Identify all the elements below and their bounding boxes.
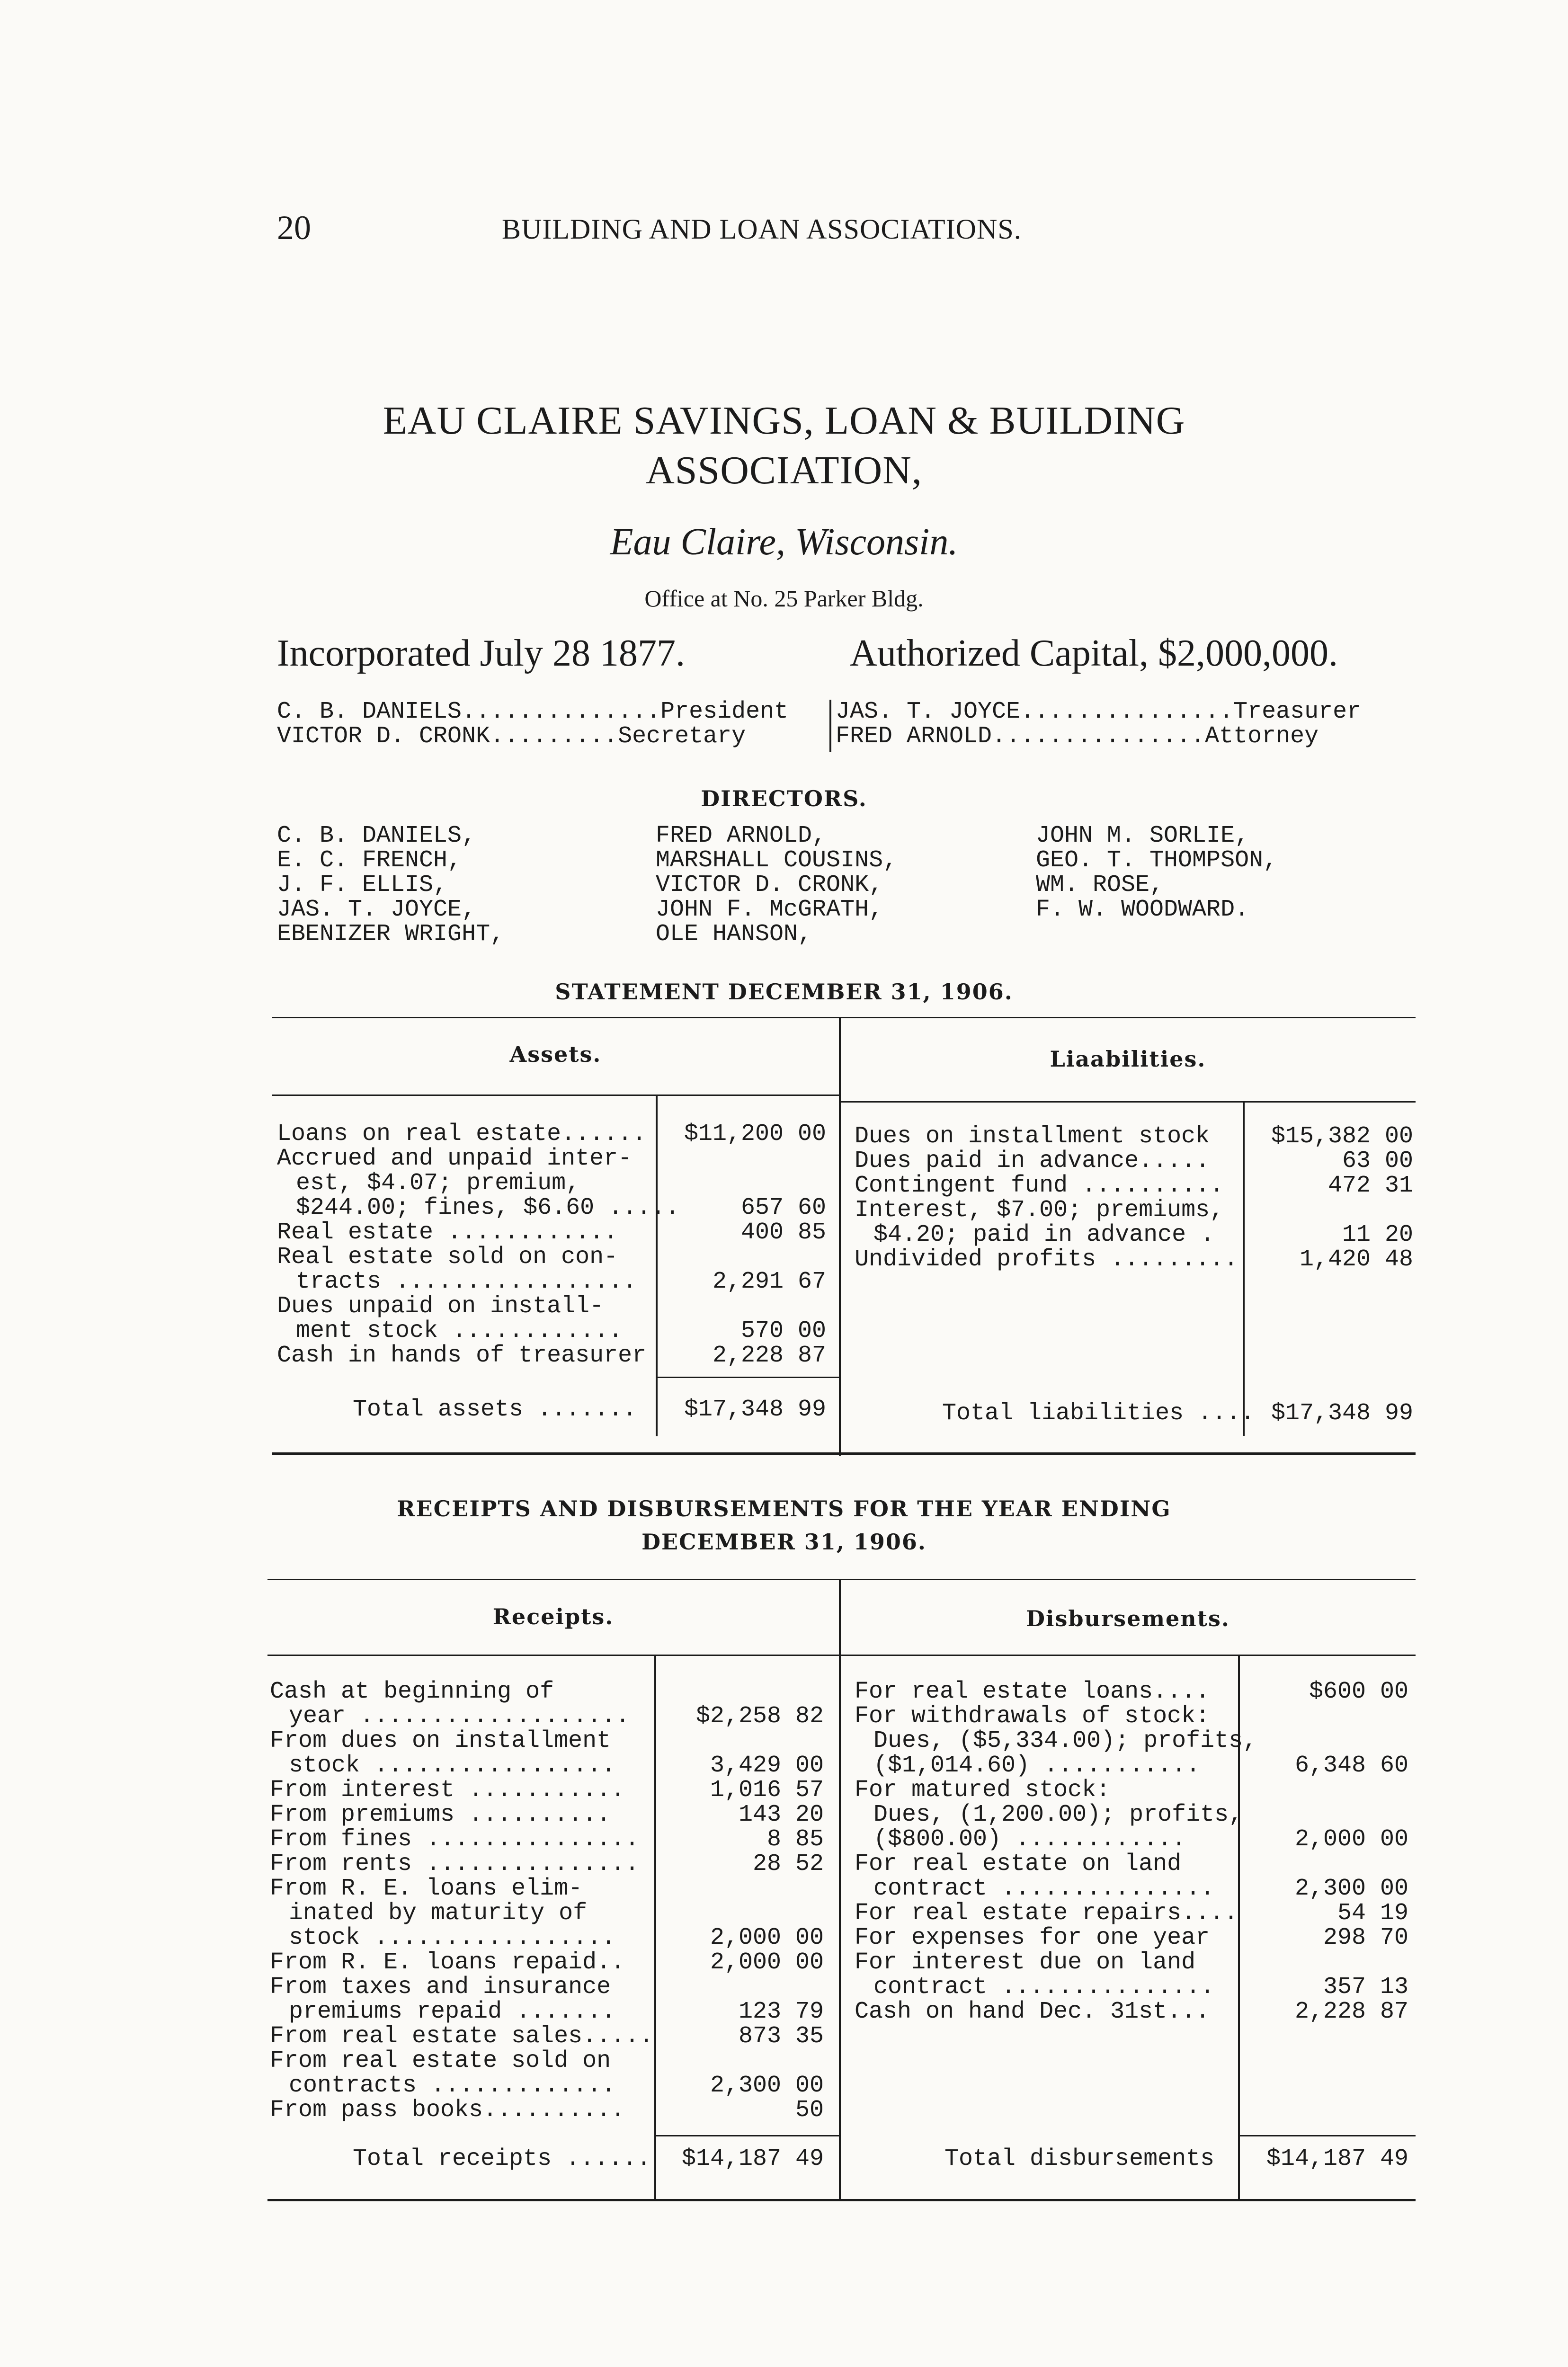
directors-title: DIRECTORS. [701,786,867,811]
disbursement-row-amount: 6,348 60 [1294,1752,1408,1779]
liabilities-heading: Liaabilities. [1050,1046,1206,1072]
receipt-row-text: From rents ............... [270,1851,640,1878]
liability-row-text: $4.20; paid in advance . [873,1221,1215,1248]
director: EBENIZER WRIGHT, [277,921,505,948]
asset-row-text: Loans on real estate...... [277,1121,647,1148]
total-liabilities-amount: $17,348 99 [1271,1400,1413,1427]
asset-row-amount: 2,291 67 [712,1268,826,1295]
disbursement-row-amount: 357 13 [1323,1974,1408,2001]
receipt-row-text: premiums repaid ....... [289,1998,616,2025]
disbursement-row-amount: 54 19 [1337,1900,1408,1927]
disbursement-row-amount: 298 70 [1323,1924,1408,1951]
asset-row-text: ment stock ............ [296,1317,623,1344]
liabilities-head-rule [840,1101,1416,1103]
asset-row-text: Dues unpaid on install- [277,1293,604,1320]
liability-row-text: Contingent fund .......... [855,1172,1224,1199]
disbursements-heading: Disbursements. [1026,1606,1230,1631]
director: JAS. T. JOYCE, [277,896,476,923]
receipt-row-text: Cash at beginning of [270,1678,554,1705]
receipt-row-text: From real estate sales..... [270,2023,654,2050]
officer-secretary: VICTOR D. CRONK.........Secretary [277,723,746,750]
receipt-row-text: From pass books.......... [270,2097,625,2124]
liability-row-amount: 63 00 [1342,1148,1413,1175]
director: JOHN F. McGRATH, [656,896,883,923]
receipts-top-rule [267,1579,1416,1580]
asset-row-amount: 400 85 [740,1219,826,1246]
total-disbursements-amount: $14,187 49 [1266,2145,1408,2172]
directors-col2 [656,824,897,947]
asset-row-amount: 2,228 87 [712,1342,826,1369]
association-location: Eau Claire, Wisconsin. [610,521,958,563]
receipt-row-amount: 8 85 [766,1826,824,1853]
asset-row-amount: 657 60 [740,1194,826,1221]
receipt-row-amount: 143 20 [738,1801,824,1828]
liabilities-amount-divider [1243,1102,1245,1436]
receipt-row-text: stock ................. [289,1752,616,1779]
receipt-row-text: From real estate sold on [270,2047,611,2074]
director: VICTOR D. CRONK, [656,872,883,899]
total-assets-label: Total assets ....... [353,1396,637,1423]
receipt-row-text: From taxes and insurance [270,1974,611,2001]
asset-row-text: Accrued and unpaid inter- [277,1145,633,1172]
liability-row-text: Dues on installment stock [855,1123,1210,1150]
liability-row-amount: 1,420 48 [1299,1246,1413,1273]
statement-title: STATEMENT DECEMBER 31, 1906. [555,979,1013,1005]
liability-row-text: Interest, $7.00; premiums, [855,1197,1224,1224]
receipts-head-rule [267,1655,839,1656]
disbursement-row-amount: 2,228 87 [1294,1998,1408,2025]
assets-heading: Assets. [509,1041,602,1067]
disbursement-row-text: For withdrawals of stock: [855,1703,1210,1730]
receipts-amount-divider [654,1655,656,2200]
receipt-row-text: From fines ............... [270,1826,640,1853]
authorized-capital: Authorized Capital, $2,000,000. [850,632,1338,674]
disbursement-row-amount: 2,000 00 [1294,1826,1408,1853]
asset-row-text: $244.00; fines, $6.60 ..... [296,1194,680,1221]
officer-treasurer: JAS. T. JOYCE...............Treasurer [836,698,1362,725]
receipt-row-amount: 123 79 [738,1998,824,2025]
receipt-row-text: stock ................. [289,1924,616,1951]
liability-row-text: Dues paid in advance..... [855,1148,1210,1175]
receipt-row-text: From premiums .......... [270,1801,611,1828]
incorporated-date: Incorporated July 28 1877. [277,632,686,674]
total-assets-amount: $17,348 99 [684,1396,826,1423]
disbursements-head-rule [840,1655,1416,1656]
director: J. F. ELLIS, [277,872,448,899]
officer-president: C. B. DANIELS..............President [277,698,789,725]
officer-attorney: FRED ARNOLD...............Attorney [836,723,1319,750]
statement-center-divider [839,1018,841,1456]
director: E. C. FRENCH, [277,847,462,874]
page-number: 20 [277,209,311,247]
office-address: Office at No. 25 Parker Bldg. [644,585,924,612]
receipt-row-text: From R. E. loans repaid.. [270,1949,625,1976]
receipt-row-text: From dues on installment [270,1727,611,1754]
association-name-line1: EAU CLAIRE SAVINGS, LOAN & BUILDING [383,399,1185,443]
disbursement-row-text: ($800.00) ............ [873,1826,1186,1853]
receipts-subtotal-rule [654,2135,839,2136]
assets-head-rule [272,1095,839,1096]
statement-top-rule [272,1017,1416,1018]
receipts-title-line2: DECEMBER 31, 1906. [641,1529,927,1555]
director: F. W. WOODWARD. [1036,896,1249,923]
assets-subtotal-rule [656,1377,839,1378]
disbursement-row-amount: 2,300 00 [1294,1875,1408,1902]
asset-row-text: tracts ................. [296,1268,637,1295]
disbursement-row-text: contract ............... [873,1974,1215,2001]
director: OLE HANSON, [656,921,812,948]
directors-col3 [1036,824,1277,922]
officers-divider [829,700,831,752]
total-liabilities-label: Total liabilities .... [942,1400,1255,1427]
disbursement-row-text: For real estate on land [855,1851,1182,1878]
liability-row-amount: 11 20 [1342,1221,1413,1248]
asset-row-text: Real estate sold on con- [277,1244,618,1271]
running-title: BUILDING AND LOAN ASSOCIATIONS. [502,214,1022,245]
disbursement-row-amount: $600 00 [1309,1678,1408,1705]
receipt-row-text: From R. E. loans elim- [270,1875,583,1902]
director: GEO. T. THOMPSON, [1036,847,1278,874]
assets-amount-divider [656,1095,658,1436]
asset-row-text: Cash in hands of treasurer [277,1342,647,1369]
disbursement-row-text: For real estate loans.... [855,1678,1210,1705]
disbursement-row-text: Cash on hand Dec. 31st... [855,1998,1210,2025]
receipt-row-amount: 1,016 57 [710,1777,824,1804]
receipt-row-text: From interest ........... [270,1777,625,1804]
receipts-title-line1: RECEIPTS AND DISBURSEMENTS FOR THE YEAR ENDING [397,1496,1171,1522]
receipt-row-amount: 50 [795,2097,824,2124]
total-disbursements-label: Total disbursements [944,2145,1215,2172]
receipts-center-divider [839,1580,841,2200]
disbursement-row-text: Dues, (1,200.00); profits, [873,1801,1243,1828]
liability-row-text: Undivided profits ......... [855,1246,1238,1273]
disbursements-subtotal-rule [1238,2135,1416,2136]
disbursement-row-text: For expenses for one year [855,1924,1210,1951]
statement-bottom-rule [272,1452,1416,1455]
receipt-row-amount: 28 52 [752,1851,824,1878]
disbursement-row-text: For matured stock: [855,1777,1111,1804]
receipt-row-amount: 3,429 00 [710,1752,824,1779]
director: C. B. DANIELS, [277,822,476,849]
asset-row-text: est, $4.07; premium, [296,1170,580,1197]
receipt-row-amount: 2,300 00 [710,2072,824,2099]
receipts-heading: Receipts. [492,1604,614,1629]
receipt-row-text: contracts ............. [289,2072,616,2099]
disbursement-row-text: For real estate repairs.... [855,1900,1238,1927]
asset-row-text: Real estate ............ [277,1219,618,1246]
disbursement-row-text: contract ............... [873,1875,1215,1902]
total-receipts-amount: $14,187 49 [681,2145,824,2172]
receipts-bottom-rule [267,2199,1416,2201]
asset-row-amount: 570 00 [740,1317,826,1344]
director: WM. ROSE, [1036,872,1164,899]
liability-row-amount: 472 31 [1327,1172,1413,1199]
director: MARSHALL COUSINS, [656,847,898,874]
director: FRED ARNOLD, [656,822,827,849]
disbursement-row-text: For interest due on land [855,1949,1196,1976]
total-receipts-label: Total receipts ...... [353,2145,651,2172]
receipt-row-amount: 2,000 00 [710,1949,824,1976]
directors-col1 [277,824,504,947]
liability-row-amount: $15,382 00 [1271,1123,1413,1150]
disbursement-row-text: Dues, ($5,334.00); profits, [873,1727,1257,1754]
receipt-row-amount: 2,000 00 [710,1924,824,1951]
director: JOHN M. SORLIE, [1036,822,1249,849]
receipt-row-text: year ................... [289,1703,630,1730]
disbursement-row-text: ($1,014.60) ........... [873,1752,1201,1779]
receipt-row-amount: 873 35 [738,2023,824,2050]
receipt-row-text: inated by maturity of [289,1900,588,1927]
receipt-row-amount: $2,258 82 [695,1703,824,1730]
asset-row-amount: $11,200 00 [684,1121,826,1148]
association-name-line2: ASSOCIATION, [646,448,922,492]
